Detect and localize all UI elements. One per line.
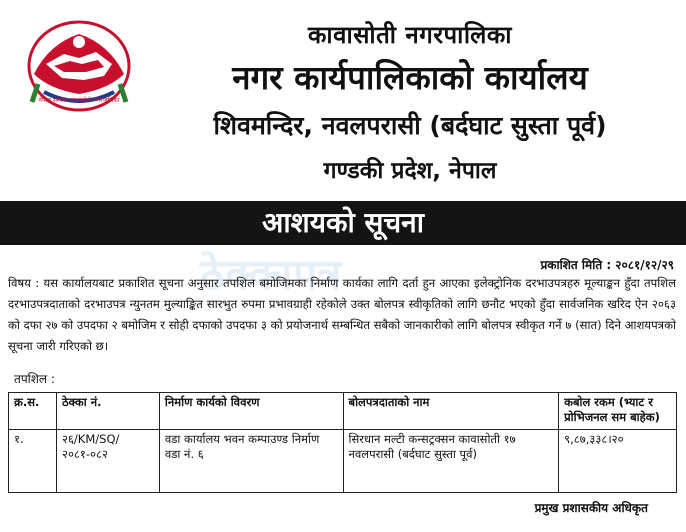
notice-body: विषय : यस कार्यालयबाट प्रकाशित सूचना अनुसार तपशिल बमोजिमका निर्माण कार्यका लागि दर्ता हुन आएका इलेक्ट्रोनिक दरभाउपत्रहरु मूल्याङ्कन हुँदा तपशिल दरभाउपत्रदाताको दरभाउपत्र न्युनतम मुल्याङ्कित सारभुत रुपमा प्रभावग्राही रहेकोले उक्त बोलपत्र स्वीकृतिको लागि छनौट भएको हुँदा सार्वजनिक खरिद ऐन २०६३ को दफा २७ को उपदफा २ बमोजिम र सोही दफाको उपदफा ३ को प्रयोजनार्थ सम्बन्धित सबैको जानकारीको लागि बोलपत्र स्वीकृत गर्ने ७ (सात) दिने आशयपत्रको सूचना जारी गरिएको छ। bbox=[8, 276, 676, 353]
cell-sn: १. bbox=[9, 430, 57, 493]
col-header-sn: क्र.स. bbox=[9, 393, 57, 430]
col-header-bidder: बोलपत्रदाताको नाम bbox=[343, 393, 559, 430]
published-date: प्रकाशित मिति : २०८१/१२/२९ bbox=[540, 258, 674, 272]
municipality-emblem bbox=[24, 14, 134, 114]
table-row bbox=[9, 430, 677, 493]
col-header-description: निर्माण कार्यको विवरण bbox=[159, 393, 343, 430]
cell-bidder: सिरधान मल्टी कन्सट्रक्सन कावासोती १७ नवलपरासी (बर्दघाट सुस्ता पूर्व) bbox=[343, 430, 559, 493]
watermark: ठेक्कापत्र bbox=[200, 250, 343, 299]
emblem-caption: नेपाल सरकार कावासोती नगरपालिका bbox=[38, 97, 120, 104]
office-name: नगर कार्यपालिकाको कार्यालय bbox=[232, 58, 588, 97]
cell-description: वडा कार्यालय भवन कम्पाउण्ड निर्माण वडा नं. ६ bbox=[159, 430, 343, 493]
province-line: गण्डकी प्रदेश, नेपाल bbox=[323, 158, 497, 184]
col-header-contract-no: ठेक्का नं. bbox=[56, 393, 159, 430]
office-address: शिवमन्दिर, नवलपरासी (बर्दघाट सुस्ता पूर्व) bbox=[213, 111, 607, 140]
bid-table bbox=[8, 392, 677, 493]
cell-amount: ९,८७,३३८।२० bbox=[559, 430, 677, 493]
municipality-name: कावासोती नगरपालिका bbox=[307, 21, 513, 49]
table-header-row bbox=[9, 393, 677, 430]
details-label: तपशिल : bbox=[14, 372, 55, 386]
emblem-svg bbox=[24, 14, 134, 114]
letterhead bbox=[0, 0, 686, 200]
cell-contract-no: २६/KM/SQ/ २०८१-०८२ bbox=[56, 430, 159, 493]
notice-title-banner: आशयको सूचना bbox=[0, 201, 686, 245]
signatory-title: प्रमुख प्रशासकीय अधिकृत bbox=[534, 501, 648, 515]
col-header-amount: कबोल रकम (भ्याट र प्रोभिजनल सम बाहेक) bbox=[559, 393, 677, 430]
